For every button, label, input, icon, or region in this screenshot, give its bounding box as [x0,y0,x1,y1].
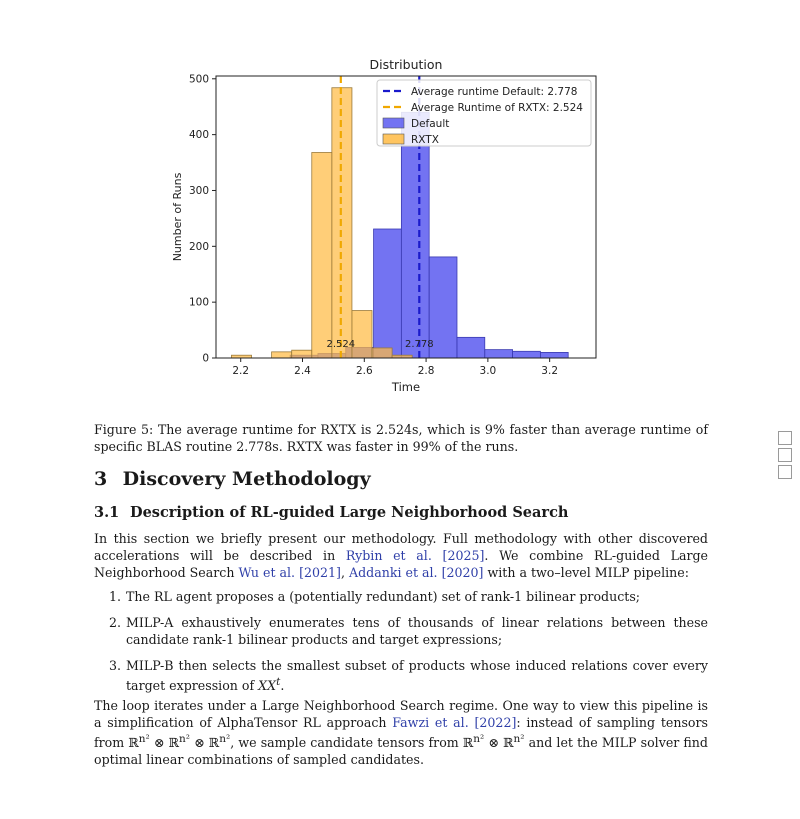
intro-paragraph [94,530,708,581]
legend-patch-swatch [383,134,404,144]
list-item-text: MILP-B then selects the smallest subset of products whose induced relations cover every target expression of [126,658,708,694]
list-item-number: 2. [109,615,122,630]
math-tensor-space-2: ℝ$^{n^2}$ ⊗ ℝ$^{n^2}$ [462,733,525,751]
y-tick-label: 500 [188,73,209,86]
closing-text-1: The loop iterates under a Large Neighborhood Search regime. One way to view this pipeline is a simplification of AlphaTensor RL approach [94,698,708,730]
y-tick-label: 0 [202,352,209,365]
closing-text-2: : instead of sampling tensors from [94,715,708,751]
list-item-number: 1. [109,589,122,604]
citation-rybin-year: 2025 [447,548,480,563]
citation-addanki-authors: Addanki et al. [349,565,438,580]
x-tick-label: 3.0 [479,365,497,377]
histogram-bar-rxtx [272,352,292,358]
legend-entry-label: Default [411,118,450,130]
subsection-title: Description of RL-guided Large Neighborhood Search [130,504,569,521]
x-tick-label: 2.2 [232,365,250,377]
list-item [94,614,708,648]
legend-entry-label: Average runtime Default: 2.778 [411,86,578,98]
histogram-bar-rxtx [352,311,372,358]
distribution-chart [160,50,620,400]
annotation-marker[interactable] [778,431,792,445]
math-transpose: t [276,676,281,688]
citation-fawzi-year: 2022 [479,715,512,730]
x-tick-label: 2.6 [355,365,373,377]
histogram-bar-rxtx [372,348,392,358]
legend-entry-label: RXTX [411,134,439,146]
y-tick-label: 200 [188,240,209,253]
math-xx: XX [258,678,277,694]
annotation-marker[interactable] [778,465,792,479]
list-item [94,657,708,694]
closing-text-3: , we sample candidate tensors from [230,735,463,751]
intro-text-1: In this section we briefly present our methodology. Full methodology with other discovered accelerations will be described in [94,531,708,563]
annotation-marker[interactable] [778,448,792,462]
list-item [94,588,708,605]
citation-rybin[interactable]: Rybin et al. [2025] [345,548,485,563]
pipeline-steps-list [94,588,708,703]
list-item-number: 3. [109,658,122,673]
math-tensor-space-3: ℝ$^{n^2}$ ⊗ ℝ$^{n^2}$ ⊗ ℝ$^{n^2}$ [128,733,231,751]
histogram-bar-default [485,350,513,358]
histogram-bar-rxtx [312,153,332,358]
citation-addanki-year: 2020 [446,565,479,580]
section-heading [94,468,371,490]
closing-text-4: and let the MILP solver find optimal linear combinations of sampled candidates. [94,735,708,768]
x-tick-label: 2.8 [417,365,435,377]
histogram-bar-rxtx [292,350,312,358]
citation-wu-year: 2021 [303,565,337,580]
section-title: Discovery Methodology [122,468,371,490]
citation-rybin-authors: Rybin et al. [345,548,432,563]
list-item-text: The RL agent proposes a (potentially redundant) set of rank-1 bilinear products; [126,589,641,604]
y-tick-label: 100 [188,296,209,309]
x-axis-label: Time [391,380,421,394]
list-item-end: . [280,678,285,694]
y-tick-label: 300 [188,184,209,197]
intro-text-2: . We combine RL-guided Large Neighborhood Search [94,548,708,580]
legend-patch-swatch [383,118,404,128]
legend-entry-label: Average Runtime of RXTX: 2.524 [411,102,583,114]
citation-fawzi-authors: Fawzi et al. [392,715,469,730]
closing-paragraph [94,697,708,768]
list-item-text: MILP-A exhaustively enumerates tens of thousands of linear relations between these candidate rank-1 bilinear products and target expressions; [126,615,708,647]
intro-text-3: , [340,565,345,580]
histogram-bar-default [540,352,568,358]
y-axis-label: Number of Runs [171,172,184,262]
x-tick-label: 3.2 [541,365,559,377]
citation-wu-authors: Wu et al. [238,565,296,580]
citation-fawzi[interactable]: Fawzi et al. [2022] [392,715,517,730]
histogram-bar-default [457,337,485,358]
figure-caption: Figure 5: The average runtime for RXTX is 2.524s, which is 9% faster than average runtime of specific BLAS routine 2.778s. RXTX was faster in 99% of the runs. [94,421,708,454]
x-tick-label: 2.4 [294,365,311,377]
citation-wu[interactable]: Wu et al. [2021] [238,565,341,580]
y-tick-label: 400 [188,129,209,142]
histogram-bar-default [374,229,402,358]
histogram-bar-default [401,112,429,358]
histogram-bar-default [513,351,541,358]
intro-text-4: with a two–level MILP pipeline: [483,565,689,580]
mean-line-label: 2.778 [404,339,434,350]
citation-addanki[interactable]: Addanki et al. [2020] [349,565,484,580]
mean-line-label: 2.524 [326,339,356,350]
subsection-heading [94,504,568,521]
section-number: 3 [94,468,108,490]
chart-title: Distribution [369,57,443,72]
subsection-number: 3.1 [94,504,120,521]
figure-5-histogram [160,50,620,400]
